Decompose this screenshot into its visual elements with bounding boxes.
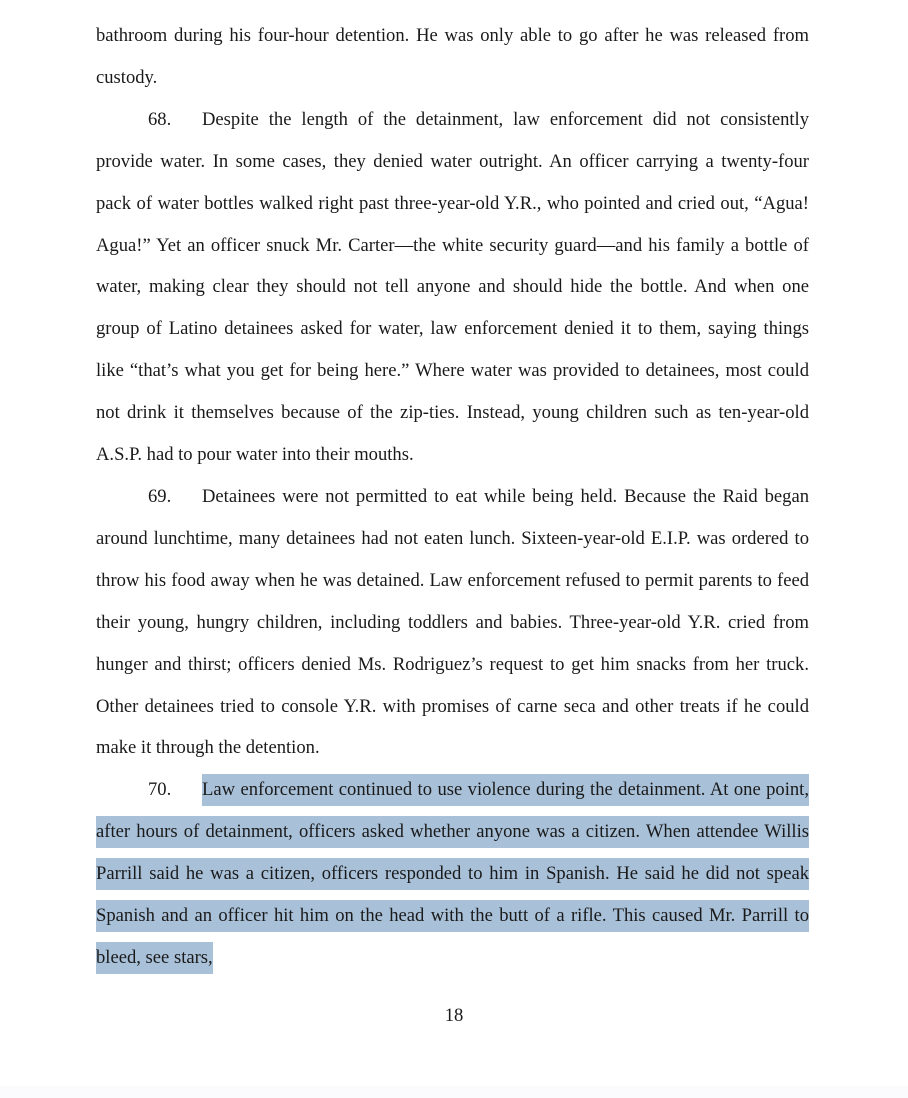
paragraph-70-number: 70. (148, 779, 172, 801)
paragraph-70 (96, 769, 809, 979)
paragraph-continuation-text: bathroom during his four-hour detention. He was only able to go after he was released from custody. (96, 25, 809, 88)
paragraph-continuation (96, 0, 809, 99)
paragraph-69 (96, 476, 809, 769)
page-bottom-edge (0, 1086, 908, 1098)
page-text-body (96, 0, 809, 979)
page-number: 18 (444, 1005, 464, 1026)
paragraph-68 (96, 99, 809, 476)
paragraph-68-text: Despite the length of the detainment, law enforcement did not consistently provide water. In some cases, they denied water outright. An officer carrying a twenty-four pack of water bottles walked right past three-year-old Y.R., who pointed and cried out, “Agua! Agua!” Yet an officer snuck Mr. Carter—the white security guard—and his family a bottle of water, making clear they should not tell anyone and should hide the bottle. And when one group of Latino detainees asked for water, law enforcement denied it to them, saying things like “that’s what you get for being here.” Where water was provided to detainees, most could not drink it themselves because of the zip-ties. Instead, young children such as ten-year-old A.S.P. had to pour water into their mouths. (96, 108, 809, 466)
highlighted-text-selection[interactable]: Law enforcement continued to use violence during the detainment. At one point, after hours of detainment, officers asked whether anyone was a citizen. When attendee Willis Parrill said he was a citizen, officers responded to him in Spanish. He said he did not speak Spanish and an officer hit him on the head with the butt of a rifle. This caused Mr. Parrill to bleed, see stars, (96, 774, 809, 974)
paragraph-69-text: Detainees were not permitted to eat while being held. Because the Raid began around lunchtime, many detainees had not eaten lunch. Sixteen-year-old E.I.P. was ordered to throw his food away when he was detained. Law enforcement refused to permit parents to feed their young, hungry children, including toddlers and babies. Three-year-old Y.R. cried from hunger and thirst; officers denied Ms. Rodriguez’s request to get him snacks from her truck. Other detainees tried to console Y.R. with promises of carne seca and other treats if he could make it through the detention. (96, 485, 809, 759)
paragraph-69-number: 69. (148, 485, 172, 507)
paragraph-68-number: 68. (148, 108, 172, 130)
